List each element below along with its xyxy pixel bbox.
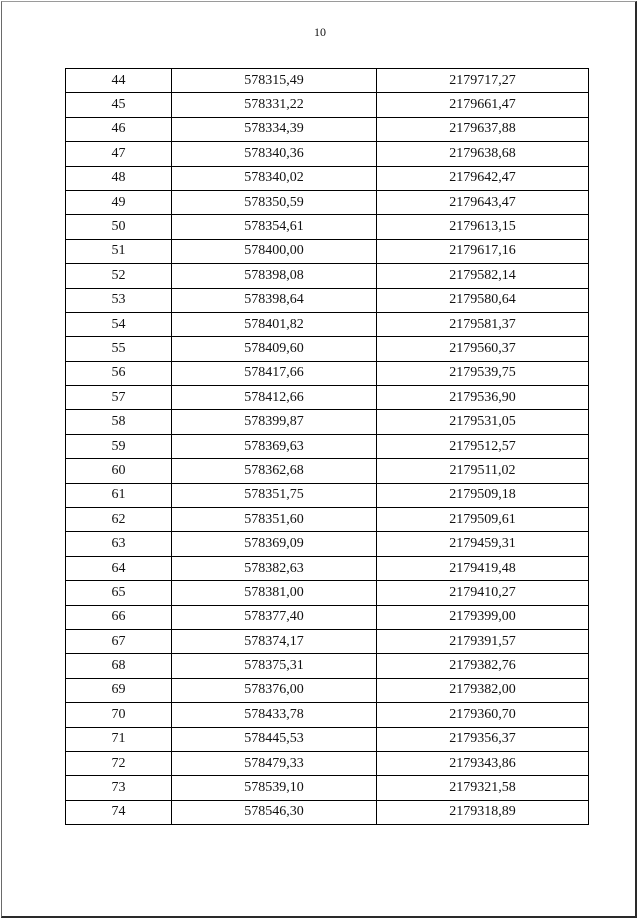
point-number-cell: 54 (66, 312, 172, 336)
table-row (66, 605, 589, 629)
y-coordinate-cell: 2179321,58 (377, 776, 589, 800)
y-coordinate-cell: 2179539,75 (377, 361, 589, 385)
x-coordinate-cell: 578334,39 (172, 117, 377, 141)
y-coordinate-cell: 2179661,47 (377, 93, 589, 117)
table-row (66, 142, 589, 166)
x-coordinate-cell: 578376,00 (172, 678, 377, 702)
y-coordinate-cell: 2179509,61 (377, 508, 589, 532)
x-coordinate-cell: 578399,87 (172, 410, 377, 434)
table-row (66, 703, 589, 727)
table-row (66, 483, 589, 507)
point-number-cell: 57 (66, 386, 172, 410)
table-row (66, 434, 589, 458)
x-coordinate-cell: 578417,66 (172, 361, 377, 385)
table-row (66, 337, 589, 361)
y-coordinate-cell: 2179617,16 (377, 239, 589, 263)
point-number-cell: 45 (66, 93, 172, 117)
table-row (66, 69, 589, 93)
point-number-cell: 62 (66, 508, 172, 532)
x-coordinate-cell: 578374,17 (172, 629, 377, 653)
y-coordinate-cell: 2179382,76 (377, 654, 589, 678)
x-coordinate-cell: 578479,33 (172, 751, 377, 775)
x-coordinate-cell: 578377,40 (172, 605, 377, 629)
table-row (66, 264, 589, 288)
y-coordinate-cell: 2179318,89 (377, 800, 589, 824)
table-row (66, 556, 589, 580)
table-row (66, 654, 589, 678)
y-coordinate-cell: 2179717,27 (377, 69, 589, 93)
y-coordinate-cell: 2179360,70 (377, 703, 589, 727)
point-number-cell: 65 (66, 581, 172, 605)
y-coordinate-cell: 2179512,57 (377, 434, 589, 458)
table-row (66, 239, 589, 263)
x-coordinate-cell: 578445,53 (172, 727, 377, 751)
x-coordinate-cell: 578539,10 (172, 776, 377, 800)
table-row (66, 581, 589, 605)
y-coordinate-cell: 2179459,31 (377, 532, 589, 556)
page-number: 10 (314, 25, 326, 39)
point-number-cell: 50 (66, 215, 172, 239)
x-coordinate-cell: 578409,60 (172, 337, 377, 361)
table-row (66, 93, 589, 117)
coordinates-table-body (66, 69, 589, 825)
point-number-cell: 64 (66, 556, 172, 580)
y-coordinate-cell: 2179399,00 (377, 605, 589, 629)
x-coordinate-cell: 578350,59 (172, 190, 377, 214)
point-number-cell: 63 (66, 532, 172, 556)
table-row (66, 776, 589, 800)
y-coordinate-cell: 2179582,14 (377, 264, 589, 288)
x-coordinate-cell: 578375,31 (172, 654, 377, 678)
y-coordinate-cell: 2179511,02 (377, 459, 589, 483)
x-coordinate-cell: 578381,00 (172, 581, 377, 605)
point-number-cell: 55 (66, 337, 172, 361)
y-coordinate-cell: 2179560,37 (377, 337, 589, 361)
y-coordinate-cell: 2179536,90 (377, 386, 589, 410)
x-coordinate-cell: 578315,49 (172, 69, 377, 93)
table-row (66, 532, 589, 556)
table-row (66, 166, 589, 190)
y-coordinate-cell: 2179643,47 (377, 190, 589, 214)
x-coordinate-cell: 578362,68 (172, 459, 377, 483)
point-number-cell: 48 (66, 166, 172, 190)
y-coordinate-cell: 2179581,37 (377, 312, 589, 336)
point-number-cell: 46 (66, 117, 172, 141)
point-number-cell: 47 (66, 142, 172, 166)
x-coordinate-cell: 578369,09 (172, 532, 377, 556)
table-row (66, 508, 589, 532)
table-row (66, 190, 589, 214)
point-number-cell: 66 (66, 605, 172, 629)
y-coordinate-cell: 2179531,05 (377, 410, 589, 434)
y-coordinate-cell: 2179391,57 (377, 629, 589, 653)
point-number-cell: 73 (66, 776, 172, 800)
table-row (66, 459, 589, 483)
point-number-cell: 74 (66, 800, 172, 824)
y-coordinate-cell: 2179613,15 (377, 215, 589, 239)
point-number-cell: 58 (66, 410, 172, 434)
y-coordinate-cell: 2179638,68 (377, 142, 589, 166)
x-coordinate-cell: 578331,22 (172, 93, 377, 117)
x-coordinate-cell: 578401,82 (172, 312, 377, 336)
x-coordinate-cell: 578400,00 (172, 239, 377, 263)
y-coordinate-cell: 2179642,47 (377, 166, 589, 190)
y-coordinate-cell: 2179509,18 (377, 483, 589, 507)
table-row (66, 727, 589, 751)
point-number-cell: 53 (66, 288, 172, 312)
x-coordinate-cell: 578398,08 (172, 264, 377, 288)
point-number-cell: 44 (66, 69, 172, 93)
table-row (66, 288, 589, 312)
point-number-cell: 68 (66, 654, 172, 678)
table-row (66, 386, 589, 410)
x-coordinate-cell: 578369,63 (172, 434, 377, 458)
x-coordinate-cell: 578340,02 (172, 166, 377, 190)
y-coordinate-cell: 2179580,64 (377, 288, 589, 312)
point-number-cell: 69 (66, 678, 172, 702)
x-coordinate-cell: 578351,60 (172, 508, 377, 532)
y-coordinate-cell: 2179419,48 (377, 556, 589, 580)
x-coordinate-cell: 578340,36 (172, 142, 377, 166)
table-row (66, 117, 589, 141)
point-number-cell: 61 (66, 483, 172, 507)
y-coordinate-cell: 2179410,27 (377, 581, 589, 605)
point-number-cell: 71 (66, 727, 172, 751)
point-number-cell: 70 (66, 703, 172, 727)
table-row (66, 678, 589, 702)
x-coordinate-cell: 578354,61 (172, 215, 377, 239)
coordinates-table (65, 68, 589, 825)
table-row (66, 751, 589, 775)
x-coordinate-cell: 578351,75 (172, 483, 377, 507)
point-number-cell: 59 (66, 434, 172, 458)
x-coordinate-cell: 578398,64 (172, 288, 377, 312)
y-coordinate-cell: 2179343,86 (377, 751, 589, 775)
table-row (66, 361, 589, 385)
x-coordinate-cell: 578412,66 (172, 386, 377, 410)
point-number-cell: 60 (66, 459, 172, 483)
y-coordinate-cell: 2179356,37 (377, 727, 589, 751)
point-number-cell: 51 (66, 239, 172, 263)
point-number-cell: 49 (66, 190, 172, 214)
table-row (66, 800, 589, 824)
point-number-cell: 52 (66, 264, 172, 288)
point-number-cell: 56 (66, 361, 172, 385)
table-row (66, 410, 589, 434)
point-number-cell: 72 (66, 751, 172, 775)
y-coordinate-cell: 2179637,88 (377, 117, 589, 141)
table-row (66, 629, 589, 653)
point-number-cell: 67 (66, 629, 172, 653)
table-row (66, 312, 589, 336)
table-row (66, 215, 589, 239)
x-coordinate-cell: 578382,63 (172, 556, 377, 580)
y-coordinate-cell: 2179382,00 (377, 678, 589, 702)
x-coordinate-cell: 578546,30 (172, 800, 377, 824)
x-coordinate-cell: 578433,78 (172, 703, 377, 727)
